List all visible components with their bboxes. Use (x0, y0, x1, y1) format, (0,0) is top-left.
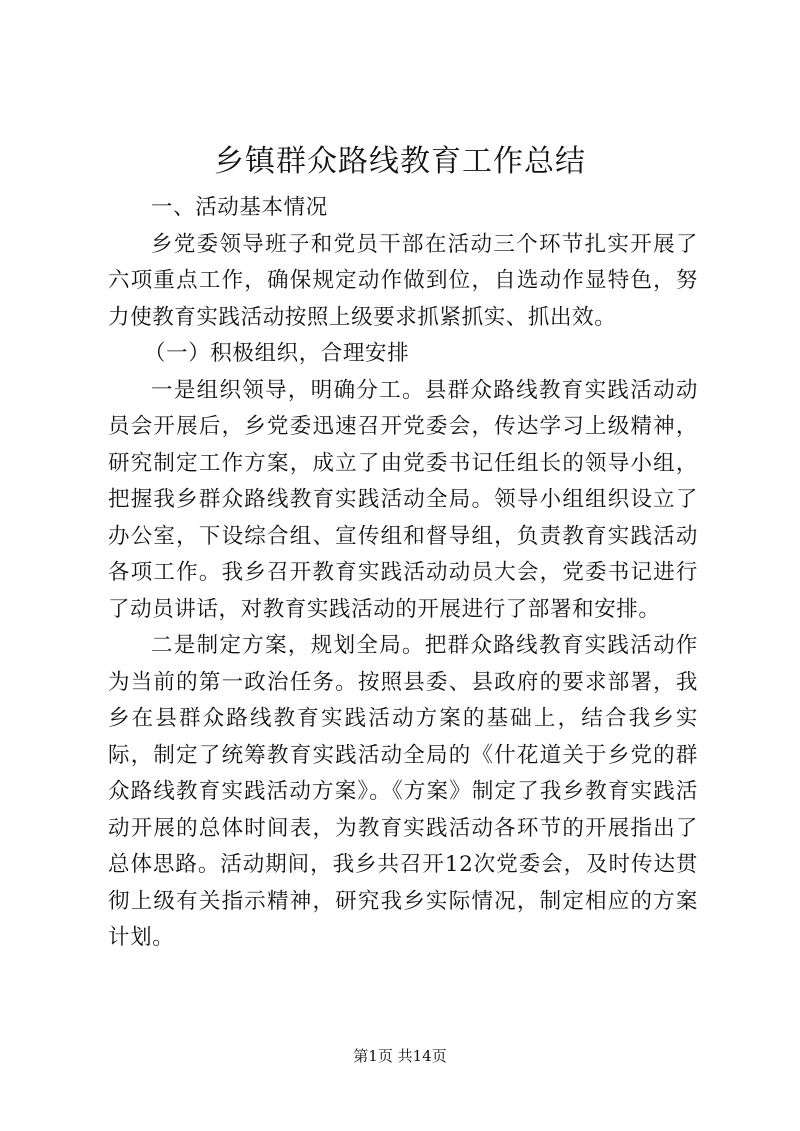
page-footer: 第1页 共14页 (353, 1047, 447, 1065)
intro-paragraph: 乡党委领导班子和党员干部在活动三个环节扎实开展了六项重点工作，确保规定动作做到位，自选动作显特色，努力使教育实践活动按照上级要求抓紧抓实、抓出效。 (108, 231, 698, 330)
section-heading: 一、活动基本情况 (151, 195, 328, 220)
document-body (108, 190, 698, 957)
body-paragraph-1: 一是组织领导，明确分工。县群众路线教育实践活动动员会开展后，乡党委迅速召开党委会，传达学习上级精神，研究制定工作方案，成立了由党委书记任组长的领导小组，把握我乡群众路线教育实践活动全局。领导小组组织设立了办公室，下设综合组、宣传组和督导组，负责教育实践活动各项工作。我乡召开教育实践活动动员大会，党委书记进行了动员讲话，对教育实践活动的开展进行了部署和安排。 (108, 377, 698, 622)
body-paragraph-2: 二是制定方案，规划全局。把群众路线教育实践活动作为当前的第一政治任务。按照县委、县政府的要求部署，我乡在县群众路线教育实践活动方案的基础上，结合我乡实际，制定了统筹教育实践活动全局的《什花道关于乡党的群众路线教育实践活动方案》。《方案》制定了我乡教育实践活动开展的总体时间表，为教育实践活动各环节的开展指出了总体思路。活动期间，我乡共召开12次党委会，及时传达贯彻上级有关指示精神，研究我乡实际情况，制定相应的方案计划。 (108, 633, 698, 950)
document-title: 乡镇群众路线教育工作总结 (214, 144, 586, 179)
subheading: （一）积极组织，合理安排 (144, 341, 410, 366)
